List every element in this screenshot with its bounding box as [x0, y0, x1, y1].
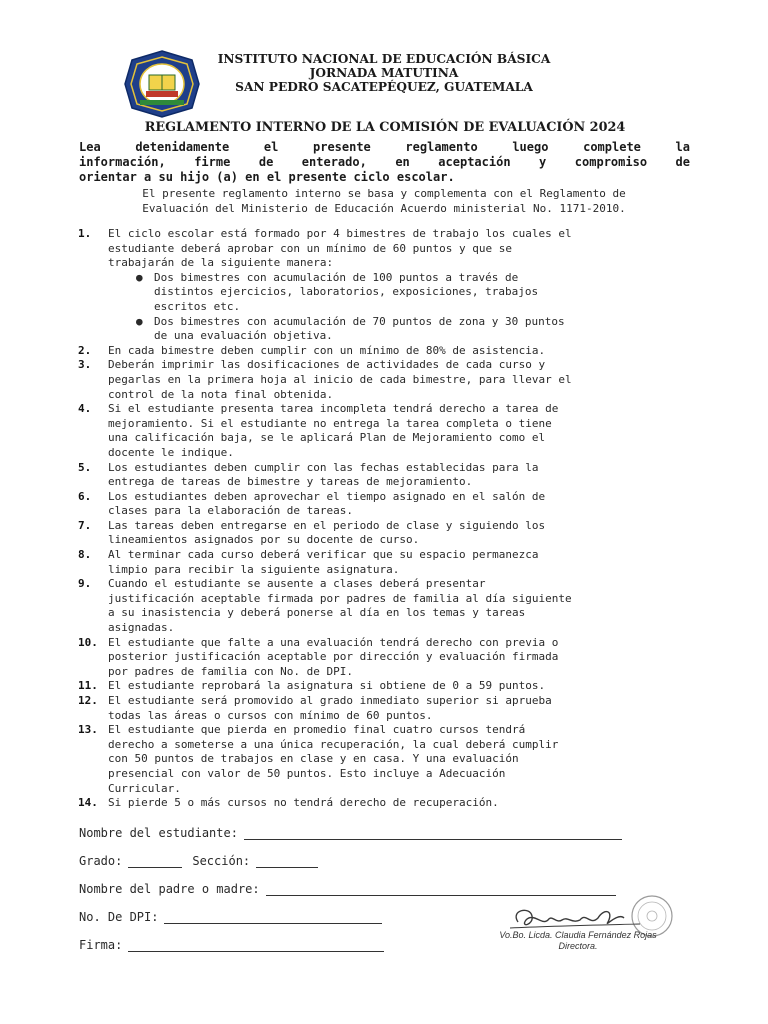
bullet-item — [132, 271, 692, 315]
bullet-line: Dos bimestres con acumulación de 70 puntos de zona y 30 puntos — [154, 314, 565, 328]
signature-text: Claudia FR — [550, 903, 624, 920]
rule-line: todas las áreas o cursos con mínimo de 60 puntos. — [108, 708, 433, 722]
parent-name-label: Nombre del padre o madre: — [79, 882, 260, 896]
institution-name: INSTITUTO NACIONAL DE EDUCACIÓN BÁSICA — [217, 52, 551, 66]
rule-line: El ciclo escolar está formado por 4 bimestres de trabajo los cuales el — [108, 227, 572, 240]
rule-item — [78, 344, 692, 359]
rule-item — [78, 358, 692, 402]
student-name-label: Nombre del estudiante: — [79, 826, 238, 840]
rule-line: derecho a someterse a una única recuperación, la cual deberá cumplir — [108, 737, 559, 751]
institution-shift: JORNADA MATUTINA — [309, 66, 459, 80]
rule-line: entrega de tareas de bimestre y tareas de mejoramiento. — [108, 475, 473, 489]
rule-line: En cada bimestre deben cumplir con un mínimo de 80% de asistencia. — [108, 343, 546, 357]
rule-item — [78, 402, 692, 460]
rule-bullet-list — [108, 271, 692, 344]
rule-line: justificación aceptable firmada por padres de familia al día siguiente — [108, 591, 572, 605]
rule-line: con 50 puntos de trabajos en clase y en casa. Y una evaluación — [108, 752, 519, 766]
rule-number: 10. — [78, 635, 98, 649]
document-title: REGLAMENTO INTERNO DE LA COMISIÓN DE EVALUACIÓN 2024 — [144, 120, 626, 135]
intro-paragraph — [79, 140, 690, 185]
intro-line: información, firme de enterado, en aceptación y compromiso de — [79, 155, 690, 169]
rule-line: Si pierde 5 o más cursos no tendrá derecho de recuperación. — [108, 796, 499, 810]
section-field[interactable] — [256, 855, 318, 868]
rule-line: Deberán imprimir las dosificaciones de actividades de cada curso y — [108, 358, 546, 372]
rule-number: 2. — [78, 343, 92, 357]
dpi-label: No. De DPI: — [79, 910, 159, 924]
signature-field[interactable] — [128, 939, 384, 952]
rule-item — [78, 490, 692, 519]
bullet-line: de una evaluación objetiva. — [154, 329, 333, 343]
rule-line: una calificación baja, se le aplicará Plan de Mejoramiento como el — [108, 431, 546, 445]
rule-line: clases para la elaboración de tareas. — [108, 504, 354, 518]
rule-item — [78, 577, 692, 635]
rule-line: El estudiante será promovido al grado inmediato superior si aprueba — [108, 694, 552, 707]
rule-line: trabajarán de la siguiente manera: — [108, 256, 334, 270]
rule-item — [78, 679, 692, 694]
intro-line: Lea detenidamente el presente reglamento luego complete la — [79, 140, 690, 154]
rule-item — [78, 548, 692, 577]
rule-line: El estudiante que falte a una evaluación tendrá derecho con previa o — [108, 635, 559, 649]
bullet-icon: ● — [136, 314, 143, 328]
signature-label: Firma: — [79, 938, 123, 952]
rule-number: 7. — [78, 518, 92, 532]
grade-label: Grado: — [79, 854, 123, 868]
rule-item — [78, 796, 692, 811]
dpi-field[interactable] — [164, 911, 382, 924]
rule-line: lineamientos asignados por su docente de curso. — [108, 533, 420, 547]
rule-line: posterior justificación aceptable por dirección y evaluación firmada — [108, 650, 559, 664]
rule-number: 9. — [78, 577, 92, 591]
rule-line: mejoramiento. Si el estudiante no entrega la tarea completa o tiene — [108, 416, 552, 430]
rule-number: 12. — [78, 694, 98, 707]
rule-item — [78, 519, 692, 548]
signatory-name: Vo.Bo. Licda. Claudia Fernández Rojas — [499, 930, 657, 940]
rule-number: 1. — [78, 227, 92, 240]
rule-line: Si el estudiante presenta tarea incompleta tendrá derecho a tarea de — [108, 402, 559, 416]
student-name-field[interactable] — [244, 827, 622, 840]
bullet-line: Dos bimestres con acumulación de 100 puntos a través de — [154, 270, 519, 284]
rule-line: Las tareas deben entregarse en el periodo de clase y siguiendo los — [108, 518, 546, 532]
bullet-line: escritos etc. — [154, 299, 241, 313]
rule-item — [78, 461, 692, 490]
institution-location: SAN PEDRO SACATEPÉQUEZ, GUATEMALA — [235, 80, 533, 94]
rule-number: 11. — [78, 679, 98, 693]
rule-line: Los estudiantes deben cumplir con las fechas establecidas para la — [108, 460, 539, 474]
rule-line: presencial con valor de 50 puntos. Esto incluye a Adecuación — [108, 766, 506, 780]
grade-field[interactable] — [128, 855, 182, 868]
rule-number: 8. — [78, 548, 92, 562]
rule-item — [78, 694, 692, 723]
rule-number: 13. — [78, 723, 98, 737]
signature-row — [79, 936, 384, 952]
rule-line: Los estudiantes deben aprovechar el tiempo asignado en el salón de — [108, 489, 546, 503]
basis-line: El presente reglamento interno se basa y complementa con el Reglamento de — [142, 187, 626, 200]
rule-number: 14. — [78, 796, 98, 810]
rule-line: docente le indique. — [108, 445, 234, 459]
rule-number: 5. — [78, 460, 92, 474]
rule-item — [78, 227, 692, 344]
bullet-icon: ● — [136, 270, 143, 284]
rule-line: Curricular. — [108, 781, 181, 795]
rule-line: por padres de familia con No. de DPI. — [108, 664, 354, 678]
basis-paragraph — [79, 186, 689, 216]
intro-line: orientar a su hijo (a) en el presente ciclo escolar. — [79, 170, 455, 184]
rule-line: Al terminar cada curso deberá verificar que su espacio permanezca — [108, 548, 539, 562]
basis-line: Evaluación del Ministerio de Educación Acuerdo ministerial No. 1171-2010. — [142, 202, 626, 215]
rule-item — [78, 723, 692, 796]
grade-section-row — [79, 852, 318, 868]
institution-header — [190, 52, 578, 94]
rule-item — [78, 636, 692, 680]
student-name-row — [79, 824, 622, 840]
rule-line: limpio para recibir la siguiente asignatura. — [108, 562, 400, 576]
rule-line: a su inasistencia y deberá ponerse al día en los temas y tareas — [108, 606, 526, 620]
signature-caption — [478, 930, 678, 952]
rules-list — [78, 227, 692, 811]
bullet-item — [132, 315, 692, 344]
rule-line: El estudiante reprobará la asignatura si obtiene de 0 a 59 puntos. — [108, 679, 546, 693]
rule-line: estudiante deberá aprobar con un mínimo de 60 puntos y que se — [108, 241, 512, 255]
rule-line: Cuando el estudiante se ausente a clases deberá presentar — [108, 577, 486, 591]
dpi-row — [79, 908, 382, 924]
rule-number: 6. — [78, 489, 92, 503]
rule-line: El estudiante que pierda en promedio final cuatro cursos tendrá — [108, 723, 526, 737]
section-label: Sección: — [192, 854, 251, 868]
rule-line: control de la nota final obtenida. — [108, 387, 334, 401]
signatory-role: Directora. — [558, 941, 598, 951]
rule-number: 4. — [78, 402, 92, 416]
rule-number: 3. — [78, 358, 92, 372]
rule-line: asignadas. — [108, 621, 175, 635]
rule-line: pegarlas en la primera hoja al inicio de cada bimestre, para llevar el — [108, 372, 572, 386]
bullet-line: distintos ejercicios, laboratorios, exposiciones, trabajos — [154, 285, 539, 299]
